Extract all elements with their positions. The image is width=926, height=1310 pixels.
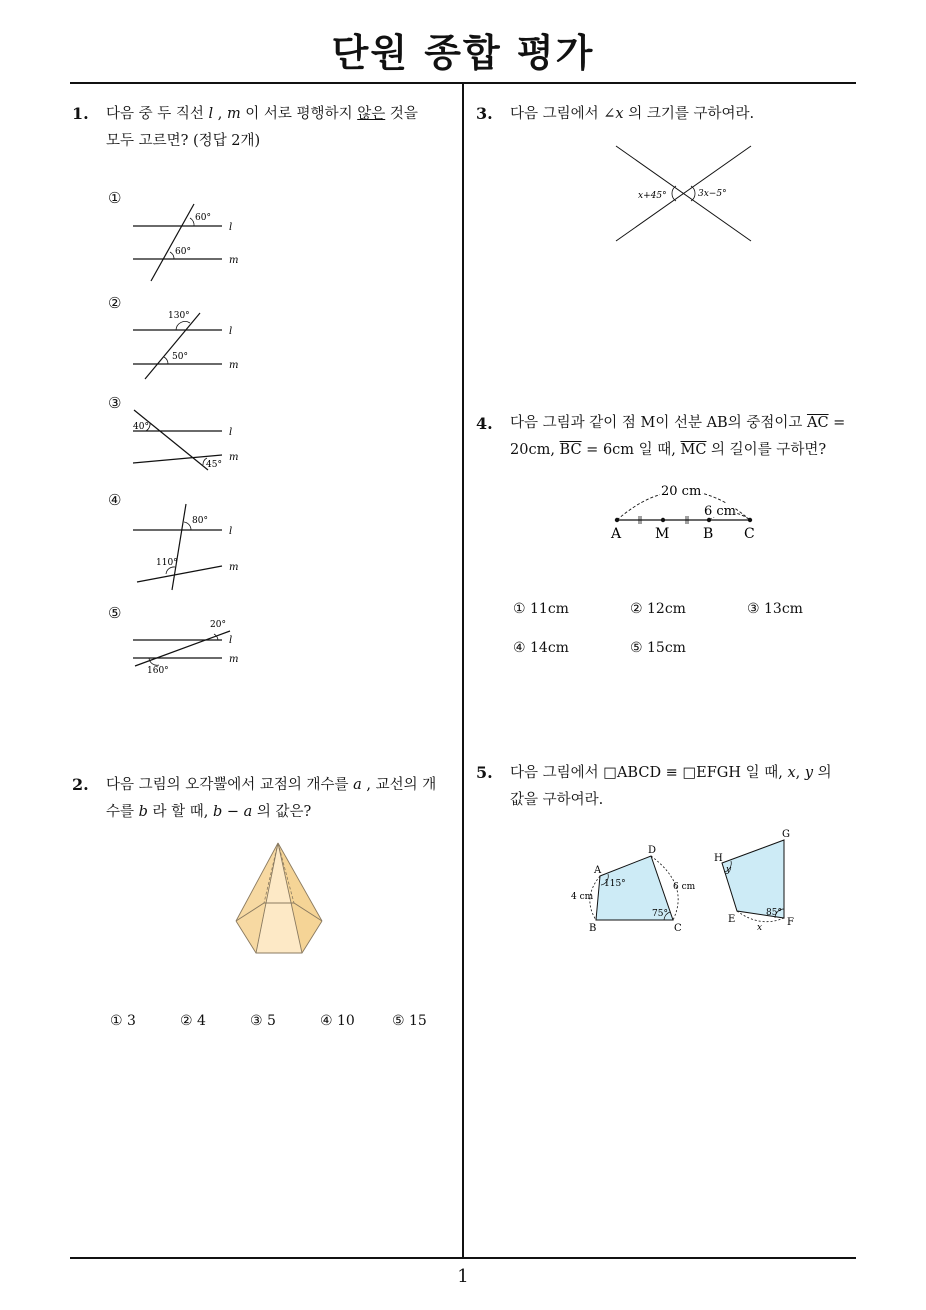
page-number: 1 <box>457 1266 469 1287</box>
q1-c4-angle-top: 80° <box>192 516 208 526</box>
q4-option-4[interactable]: ④ 14cm <box>513 640 569 656</box>
q1-choice-4-mark[interactable]: ④ <box>108 491 122 509</box>
q4-label-6cm: 6 cm <box>704 504 737 519</box>
q1-c3-angle-bottom: 45° <box>206 460 222 470</box>
q1-choice-3-mark[interactable]: ③ <box>108 394 122 412</box>
q1-choice-5-mark[interactable]: ⑤ <box>108 604 122 622</box>
q4-point-c: C <box>744 526 755 542</box>
q3-label-left: x+45° <box>638 191 667 201</box>
svg-text:l: l <box>229 526 233 537</box>
svg-text:l: l <box>229 427 233 438</box>
q2-option-4[interactable]: ④ 10 <box>320 1013 355 1029</box>
svg-text:l: l <box>229 326 233 337</box>
svg-text:m: m <box>229 452 239 463</box>
q4-option-1[interactable]: ① 11cm <box>513 601 569 617</box>
column-divider <box>462 83 464 1258</box>
q4-point-b: B <box>703 526 714 542</box>
q5-angle-c: 75° <box>652 909 668 919</box>
q5-angle-a: 115° <box>604 879 626 889</box>
q5-angle-f: 85° <box>766 908 782 918</box>
svg-text:A: A <box>594 865 602 876</box>
q2-option-5[interactable]: ⑤ 15 <box>392 1013 427 1029</box>
q2-option-2[interactable]: ② 4 <box>180 1013 206 1029</box>
q5-var-x: x <box>757 923 763 933</box>
q2-number: 2. <box>72 775 89 794</box>
svg-text:m: m <box>229 654 239 665</box>
svg-text:m: m <box>229 255 239 266</box>
q1-c3-angle-top: 40° <box>133 422 149 432</box>
q1-c2-angle-bottom: 50° <box>172 352 188 362</box>
svg-text:E: E <box>728 914 736 925</box>
q4-option-5[interactable]: ⑤ 15cm <box>630 640 686 656</box>
q4-option-3[interactable]: ③ 13cm <box>747 601 803 617</box>
q1-choice-2-mark[interactable]: ② <box>108 294 122 312</box>
svg-text:G: G <box>782 829 790 840</box>
q5-text: 다음 그림에서 □ABCD ≡ □EFGH 일 때, x, y 의 값을 구하여라. <box>510 765 832 808</box>
footer-rule <box>70 1257 856 1259</box>
q1-c1-angle-bottom: 60° <box>175 247 191 257</box>
q1-c2-angle-top: 130° <box>168 311 190 321</box>
q3-text: 다음 그림에서 ∠x 의 크기를 구하여라. <box>510 106 755 122</box>
q1-c5-angle-bottom: 160° <box>147 666 169 676</box>
q1-c5-angle-top: 20° <box>210 620 226 630</box>
q4-text: 다음 그림과 같이 점 M이 선분 AB의 중점이고 $\overline{AC}$ = 20cm, $\overline{BC} = 6cm$ 일 때, $\overline{MC}$ 의 길이를 구하면? <box>510 415 846 458</box>
q1-c1-angle-top: 60° <box>195 213 211 223</box>
svg-text:l: l <box>229 222 233 233</box>
svg-text:H: H <box>714 853 723 864</box>
svg-text:m: m <box>229 562 239 573</box>
svg-text:F: F <box>787 917 794 928</box>
svg-text:l: l <box>229 635 233 646</box>
q2-option-3[interactable]: ③ 5 <box>250 1013 276 1029</box>
q1-number: 1. <box>72 104 89 123</box>
q3-label-right: 3x−5° <box>698 189 727 199</box>
page-title: 단원 종합 평가 <box>331 31 595 75</box>
svg-text:B: B <box>589 923 597 934</box>
q4-option-2[interactable]: ② 12cm <box>630 601 686 617</box>
q5-side-dc: 6 cm <box>673 882 696 892</box>
q1-text: 다음 중 두 직선 l , m 이 서로 평행하지 않은 것을 모두 고르면? (정답 2개) <box>106 106 418 149</box>
svg-text:m: m <box>229 360 239 371</box>
q5-var-y: y <box>726 865 732 875</box>
q1-choice-1-mark[interactable]: ① <box>108 189 122 207</box>
q2-text: 다음 그림의 오각뿔에서 교점의 개수를 a , 교선의 개 수를 b 라 할 때, b − a 의 값은? <box>106 777 437 820</box>
q4-point-a: A <box>611 526 622 542</box>
q4-label-20cm: 20 cm <box>661 484 702 499</box>
q2-option-1[interactable]: ① 3 <box>110 1013 136 1029</box>
q5-number: 5. <box>476 763 493 782</box>
q1-c4-angle-bottom: 110° <box>156 558 178 568</box>
svg-text:C: C <box>674 923 682 934</box>
q4-number: 4. <box>476 414 493 433</box>
q4-point-m: M <box>655 526 670 542</box>
q5-side-ab: 4 cm <box>571 892 594 902</box>
svg-text:D: D <box>648 845 657 856</box>
q3-number: 3. <box>476 104 493 123</box>
